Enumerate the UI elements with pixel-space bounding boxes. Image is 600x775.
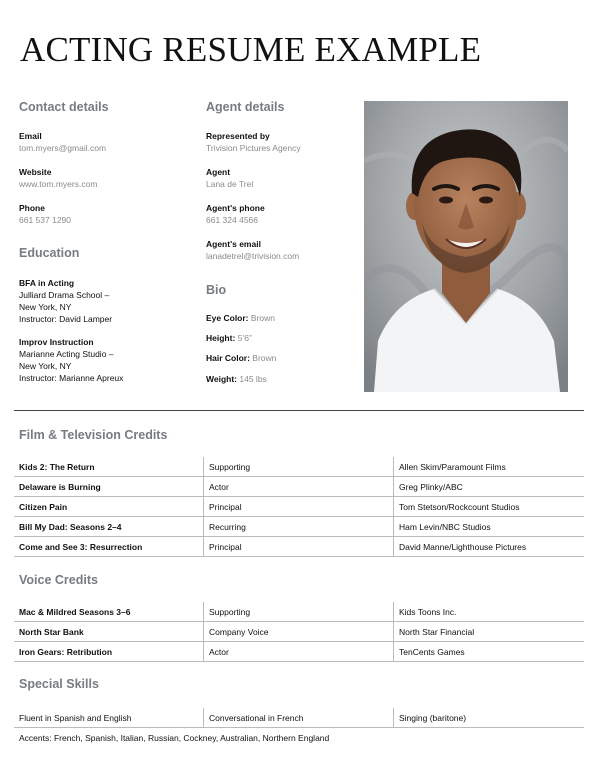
credit-title: Mac & Mildred Seasons 3–6	[14, 602, 204, 622]
page-title: ACTING RESUME EXAMPLE	[20, 30, 482, 69]
agent-phone-value: 661 324 4566	[206, 215, 258, 225]
credit-director: Greg Plinky/ABC	[394, 477, 585, 497]
education-heading: Education	[19, 246, 80, 260]
credit-director: David Manne/Lighthouse Pictures	[394, 537, 585, 557]
phone-value: 661 537 1290	[19, 215, 71, 225]
agent-email-label: Agent's email	[206, 239, 261, 249]
website-label: Website	[19, 167, 52, 177]
special-skills-heading: Special Skills	[19, 677, 99, 691]
bio-row	[206, 353, 276, 363]
email-label: Email	[19, 131, 42, 141]
credit-title: Bill My Dad: Seasons 2–4	[14, 517, 204, 537]
education-line: Julliard Drama School –	[19, 290, 110, 300]
credit-director: Allen Skim/Paramount Films	[394, 457, 585, 477]
table-row	[14, 457, 584, 477]
accents-note: Accents: French, Spanish, Italian, Russian, Cockney, Australian, Northern England	[19, 733, 330, 743]
table-row	[14, 642, 584, 662]
credit-company: TenCents Games	[394, 642, 585, 662]
film-credits-heading: Film & Television Credits	[19, 428, 168, 442]
credit-role: Company Voice	[204, 622, 394, 642]
bio-row	[206, 374, 267, 384]
bio-row	[206, 333, 252, 343]
table-row	[14, 497, 584, 517]
credit-director: Ham Levin/NBC Studios	[394, 517, 585, 537]
agent-email-value[interactable]: lanadetrel@trivision.com	[206, 251, 300, 261]
credit-role: Actor	[204, 642, 394, 662]
section-divider	[14, 410, 584, 411]
credit-title: Iron Gears: Retribution	[14, 642, 204, 662]
contact-heading: Contact details	[19, 100, 109, 114]
agent-phone-label: Agent's phone	[206, 203, 265, 213]
credit-role: Principal	[204, 497, 394, 517]
represented-by-value: Trivision Pictures Agency	[206, 143, 301, 153]
email-value[interactable]: tom.myers@gmail.com	[19, 143, 107, 153]
education-line: Marianne Acting Studio –	[19, 349, 114, 359]
education-line: New York, NY	[19, 361, 72, 371]
credit-company: Kids Toons Inc.	[394, 602, 585, 622]
bio-row	[206, 313, 275, 323]
credit-title: North Star Bank	[14, 622, 204, 642]
bio-key: Weight:	[206, 374, 238, 384]
agent-heading: Agent details	[206, 100, 285, 114]
table-row	[14, 602, 584, 622]
skill-item: Conversational in French	[204, 708, 394, 728]
table-row	[14, 708, 584, 728]
bio-heading: Bio	[206, 283, 227, 297]
bio-value: 5’6”	[237, 333, 252, 343]
credit-title: Citizen Pain	[14, 497, 204, 517]
headshot-photo	[364, 101, 568, 392]
table-row	[14, 622, 584, 642]
bio-key: Eye Color:	[206, 313, 249, 323]
education-degree: BFA in Acting	[19, 278, 75, 288]
table-row	[14, 537, 584, 557]
headshot-illustration	[364, 101, 568, 392]
bio-value: Brown	[252, 353, 277, 363]
credit-director: Tom Stetson/Rockcount Studios	[394, 497, 585, 517]
credit-title: Kids 2: The Return	[14, 457, 204, 477]
education-line: Instructor: Marianne Apreux	[19, 373, 124, 383]
credit-role: Supporting	[204, 457, 394, 477]
table-row	[14, 517, 584, 537]
credit-company: North Star Financial	[394, 622, 585, 642]
agent-value: Lana de Trel	[206, 179, 254, 189]
voice-credits-heading: Voice Credits	[19, 573, 98, 587]
education-entry	[19, 277, 112, 325]
bio-key: Height:	[206, 333, 236, 343]
education-line: Instructor: David Lamper	[19, 314, 113, 324]
bio-value: 145 lbs	[239, 374, 267, 384]
represented-by-label: Represented by	[206, 131, 270, 141]
bio-value: Brown	[250, 313, 275, 323]
skills-table	[14, 708, 584, 728]
bio-key: Hair Color:	[206, 353, 250, 363]
skill-item: Singing (baritone)	[394, 708, 585, 728]
education-line: New York, NY	[19, 302, 72, 312]
education-degree: Improv Instruction	[19, 337, 94, 347]
phone-label: Phone	[19, 203, 45, 213]
table-row	[14, 477, 584, 497]
credit-title: Come and See 3: Resurrection	[14, 537, 204, 557]
credit-title: Delaware is Burning	[14, 477, 204, 497]
skill-item: Fluent in Spanish and English	[14, 708, 204, 728]
credit-role: Principal	[204, 537, 394, 557]
credit-role: Supporting	[204, 602, 394, 622]
credit-role: Recurring	[204, 517, 394, 537]
website-value[interactable]: www.tom.myers.com	[19, 179, 98, 189]
credit-role: Actor	[204, 477, 394, 497]
film-credits-table	[14, 457, 584, 557]
voice-credits-table	[14, 602, 584, 662]
education-entry	[19, 336, 123, 384]
agent-label: Agent	[206, 167, 231, 177]
